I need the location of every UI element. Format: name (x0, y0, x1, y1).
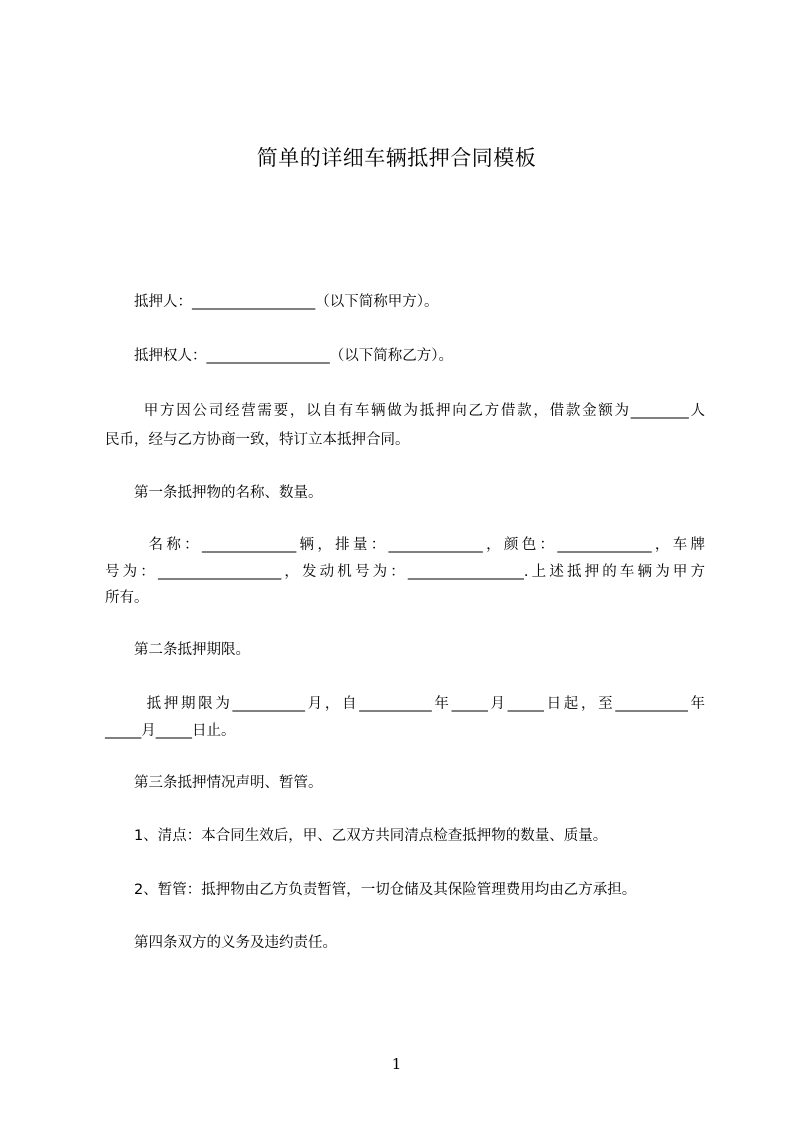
article-3-heading: 第三条抵押情况声明、暂管。 (105, 775, 323, 791)
article-1-line-2: 号为：_________________，发动机号为：________________.上述抵押的车辆为甲方 (105, 564, 705, 580)
preamble-line-2: 民币，经与乙方协商一致，特订立本抵押合同。 (105, 432, 410, 448)
article-2-line-1: 抵押期限为__________月，自__________年_____月_____日起，至__________年 (105, 696, 705, 712)
page-number: 1 (391, 1055, 402, 1073)
article-2-line-2: _____月_____日止。 (105, 723, 236, 739)
article-1-heading: 第一条抵押物的名称、数量。 (105, 485, 323, 501)
pledgee-line: 抵押权人：_________________（以下简称乙方）。 (105, 348, 453, 364)
article-3-clause-2: 2、暂管：抵押物由乙方负责暂管，一切仓储及其保险管理费用均由乙方承担。 (105, 882, 637, 898)
article-2-heading: 第二条抵押期限。 (105, 642, 250, 658)
article-1-line-3: 所有。 (105, 590, 149, 606)
document-title: 简单的详细车辆抵押合同模板 (256, 146, 537, 170)
article-3-clause-1: 1、清点：本合同生效后，甲、乙双方共同清点检查抵押物的数量、质量。 (105, 828, 608, 844)
pledgor-line: 抵押人：_________________（以下简称甲方）。 (105, 294, 439, 310)
article-1-line-1: 名称：_____________辆，排量：_____________，颜色：_____________，车牌 (105, 537, 705, 553)
article-4-heading: 第四条双方的义务及违约责任。 (105, 935, 337, 951)
preamble-line-1: 甲方因公司经营需要，以自有车辆做为抵押向乙方借款，借款金额为________人 (105, 403, 705, 419)
